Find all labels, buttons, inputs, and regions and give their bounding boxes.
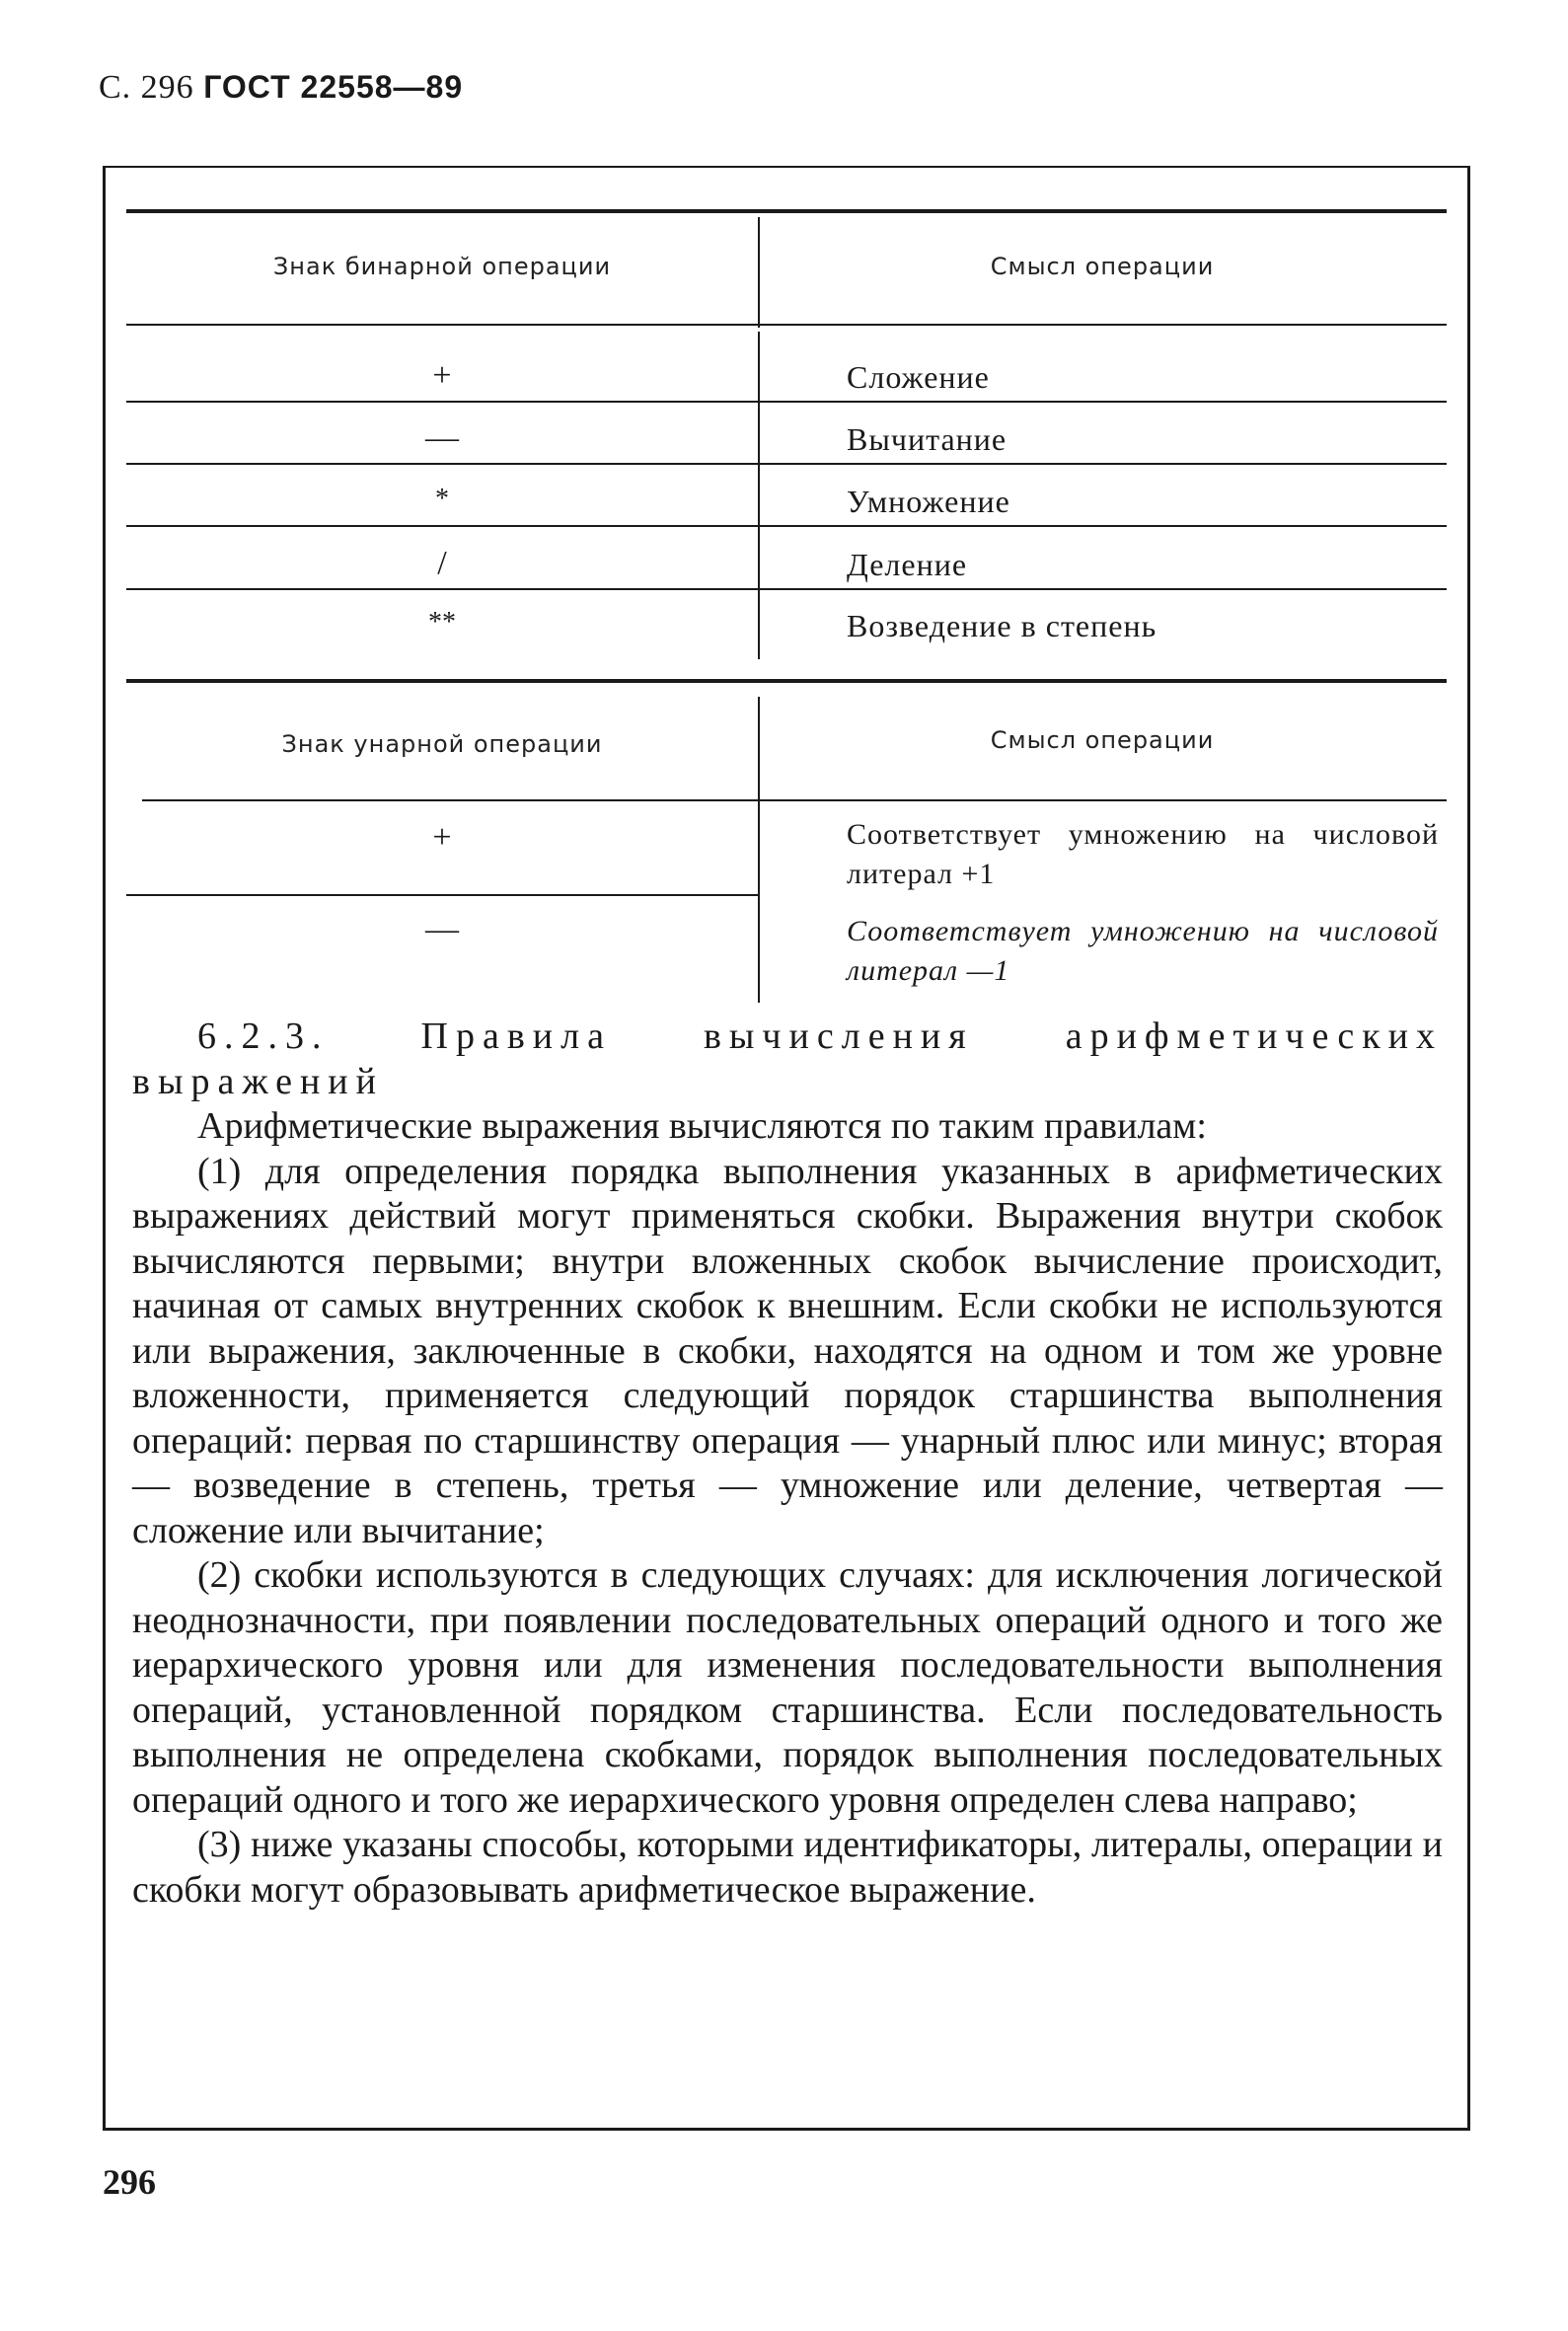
section-intro: Арифметические выражения вычисляются по таким правилам: xyxy=(197,1105,1207,1147)
row-rule xyxy=(126,401,1447,403)
standard-code: ГОСТ 22558—89 xyxy=(203,69,464,105)
header-meaning: Смысл операции xyxy=(990,726,1215,754)
table-row-sign: + xyxy=(432,357,452,394)
table-row-sign: + xyxy=(432,819,452,856)
table-row-meaning: Умножение xyxy=(847,484,1010,519)
table-row-sign: — xyxy=(425,911,459,947)
table-row-sign: * xyxy=(435,484,449,514)
unary-operations-table xyxy=(126,679,1447,1005)
rule-2: (2) скобки используются в следующих случаях: для исключения логической неоднозначности, при появлении последовательных операций одного и того же иерархического уровня или для изменения последовательности выполнения операций, установленной порядком старшинства. Если последовательность выполнения не определена скобками, порядок выполнения последовательных операций одного и того же иерархического уровня определен слева направо; xyxy=(132,1554,1443,1821)
table-row-sign: — xyxy=(425,419,459,456)
page-number: 296 xyxy=(103,2162,156,2202)
column-divider xyxy=(758,805,760,1003)
table-row-meaning: Соответствует умножению на числовой литерал —1 xyxy=(847,915,1439,987)
page-prefix: С. 296 xyxy=(99,69,194,106)
table-row-meaning: Деление xyxy=(847,547,968,582)
table-row-meaning: Соответствует умножению на числовой литерал +1 xyxy=(847,818,1439,890)
header-sign: Знак унарной операции xyxy=(281,730,603,758)
column-divider xyxy=(758,697,760,815)
page-header xyxy=(99,69,463,107)
table-row-sign: ** xyxy=(428,607,456,638)
header-rule xyxy=(126,324,1447,326)
header-sign: Знак бинарной операции xyxy=(272,253,612,280)
table-row-meaning: Возведение в степень xyxy=(847,608,1157,643)
rule-1: (1) для определения порядка выполнения указанных в арифметических выражениях действий могут применяться скобки. Выражения внутри скобок вычисляются первыми; внутри вложенных скобок вычисление происходит, начиная от самых внутренних скобок к внешним. Если скобки не используются или выражения, заключенные в скобки, находятся на одном и том же уровне вложенности, применяется следующий порядок старшинства выполнения операций: первая по старшинству операция — унарный плюс или минус; вторая — возведение в степень, третья — умножение или деление, четвертая — сложение или вычитание; xyxy=(132,1150,1443,1551)
row-rule xyxy=(126,525,1447,527)
row-rule xyxy=(126,894,758,896)
table-top-rule xyxy=(126,679,1447,683)
binary-operations-table xyxy=(126,209,1447,653)
row-rule xyxy=(126,588,1447,590)
rule-3: (3) ниже указаны способы, которыми идентификаторы, литералы, операции и скобки могут образовывать арифметическое выражение. xyxy=(132,1824,1443,1911)
frame-bottom-line xyxy=(103,2128,1470,2131)
section-heading: 6.2.3. Правила вычисления арифметических выражений xyxy=(132,1015,1443,1102)
table-row-meaning: Сложение xyxy=(847,359,990,395)
header-meaning: Смысл операции xyxy=(990,253,1215,280)
table-row-sign: / xyxy=(437,545,447,581)
table-row-meaning: Вычитание xyxy=(847,421,1008,457)
table-top-rule xyxy=(126,209,1447,213)
column-divider xyxy=(758,332,760,659)
row-rule xyxy=(126,463,1447,465)
header-rule xyxy=(142,799,1447,801)
section-body xyxy=(132,1015,1443,1913)
